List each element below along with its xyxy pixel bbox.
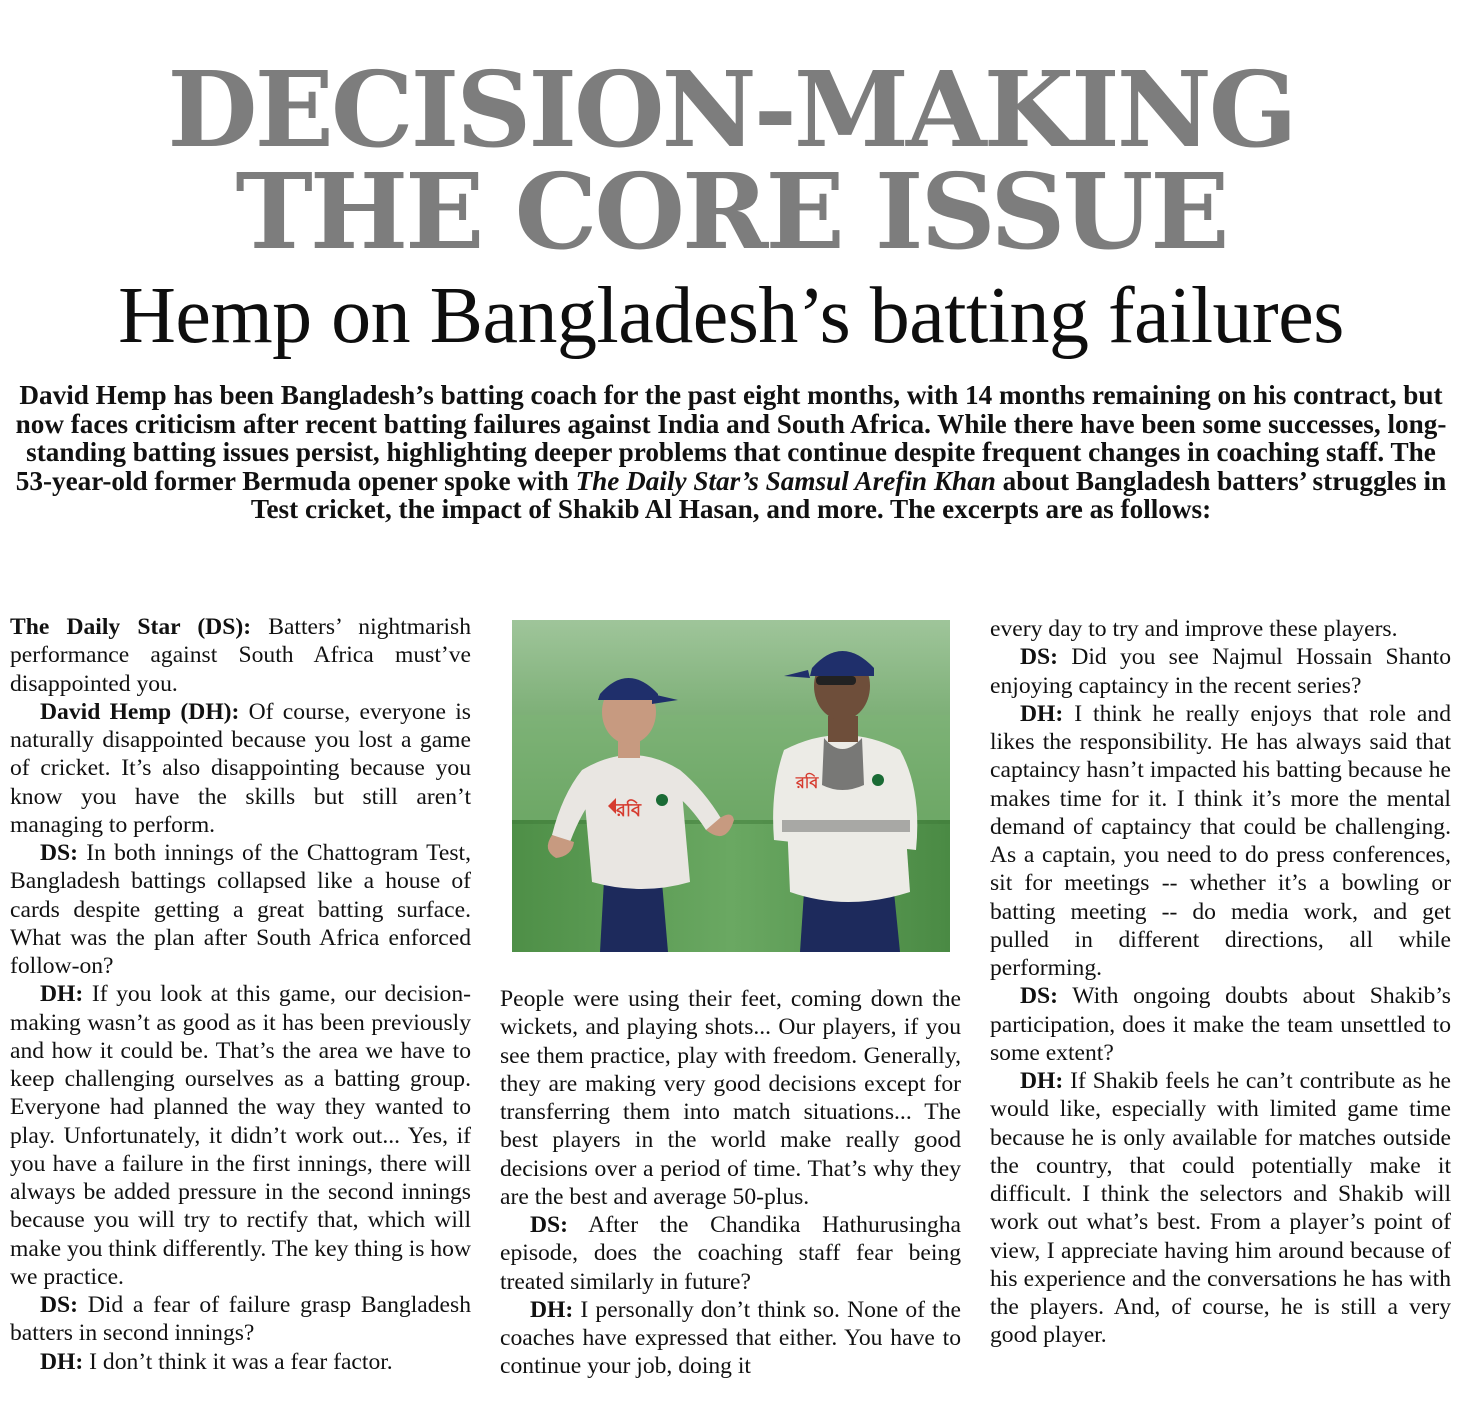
qa-paragraph [10, 698, 471, 839]
qa-paragraph [10, 980, 471, 1291]
qa-paragraph [990, 700, 1451, 983]
paragraph-text: I think he really enjoys that role and likes the responsibility. He has always said that captaincy hasn’t impacted his batting because he makes time for it. I think it’s more the mental demand of captaincy that could be challenging. As a captain, you need to do press conferences, sit for meetings -- whether it’s a bowling or batting meeting -- do media work, and get pulled in different directions, all while performing. [990, 700, 1451, 981]
qa-paragraph [990, 615, 1451, 643]
article-column-1 [10, 613, 471, 1413]
qa-paragraph [500, 1296, 961, 1381]
qa-paragraph [990, 982, 1451, 1067]
speaker-label: DH: [40, 981, 84, 1008]
intro-text-start: David Hemp has been Bangladesh’s batting coach for the past eight months, with 14 months remaining on his contract, but now faces criticism after recent batting failures against India and South Africa. While there have been some successes, long-standing batting issues persist, highlighting deeper problems that continue despite frequent changes in coaching staff. The 53-year-old former Bermuda opener spoke with [15, 380, 1447, 496]
article-photo [512, 620, 950, 952]
speaker-label: DS: [40, 1292, 79, 1318]
qa-paragraph [500, 1211, 961, 1296]
qa-paragraph [990, 1067, 1451, 1350]
svg-text:রবি: রবি [616, 800, 642, 821]
speaker-label: DH: [40, 1348, 84, 1375]
paragraph-text: After the Chandika Hathurusingha episode, does the coaching staff fear being treated similarly in future? [500, 1212, 961, 1295]
paragraph-text: I don’t think it was a fear factor. [83, 1348, 393, 1375]
article-column-2 [500, 985, 961, 1415]
paragraph-text: I personally don’t think so. None of the coaches have expressed that either. You have to continue your job, doing it [500, 1296, 961, 1380]
paragraph-text: In both innings of the Chattogram Test, Bangladesh battings collapsed like a house of cards despite getting a great batting surface. What was the plan after South Africa enforced follow-on? [10, 840, 471, 979]
speaker-label: DH: [1020, 1068, 1064, 1094]
qa-paragraph [990, 643, 1451, 700]
intro-byline: The Daily Star’s Samsul Arefin Khan [575, 465, 996, 496]
speaker-label: The Daily Star (DS): [10, 614, 252, 640]
speaker-label: DS: [40, 840, 79, 866]
paragraph-text: Of course, everyone is naturally disappointed because you lost a game of cricket. It’s also disappointing because you know you have the skills but still aren’t managing to perform. [10, 698, 471, 838]
speaker-label: DS: [530, 1212, 569, 1238]
paragraph-text: Did a fear of failure grasp Bangladesh batters in second innings? [10, 1292, 471, 1347]
speaker-label: DS: [1020, 644, 1059, 671]
paragraph-text: With ongoing doubts about Shakib’s participation, does it make the team unsettled to some extent? [990, 983, 1451, 1066]
paragraph-text: Batters’ nightmarish performance against South Africa must’ve disappointed you. [10, 614, 471, 697]
paragraph-text: Did you see Najmul Hossain Shanto enjoying captaincy in the recent series? [990, 644, 1451, 699]
intro-text-end: about Bangladesh batters’ struggles in Test cricket, the impact of Shakib Al Hasan, and more. The excerpts are as follows: [250, 465, 1447, 525]
speaker-label: David Hemp (DH): [40, 698, 240, 725]
article-column-3 [990, 615, 1451, 1415]
subheadline: Hemp on Bangladesh’s batting failures [118, 272, 1344, 360]
headline-line-2: THE CORE ISSUE [235, 150, 1227, 273]
intro-paragraph [14, 381, 1448, 524]
headline-line-1: DECISION-MAKING [167, 48, 1295, 171]
qa-paragraph [10, 839, 471, 980]
speaker-label: DH: [1020, 700, 1064, 727]
paragraph-text: People were using their feet, coming down the wickets, and playing shots... Our players, if you see them practice, play with freedom. Generally, they are making very good decisions except for transferring them into match situations... The best players in the world make really good decisions over a period of time. That’s why they are the best and average 50-plus. [500, 986, 961, 1210]
qa-paragraph [10, 1348, 471, 1376]
paragraph-text: every day to try and improve these players. [990, 616, 1398, 642]
qa-paragraph [10, 1291, 471, 1348]
paragraph-text: If Shakib feels he can’t contribute as he would like, especially with limited game time because he is only available for matches outside the country, that could potentially make it difficult. I think the selectors and Shakib will work out what’s best. From a player’s point of view, I appreciate having him around because of his experience and the conversations he has with the players. And, of course, he is still a very good player. [990, 1068, 1451, 1349]
speaker-label: DS: [1020, 983, 1059, 1010]
svg-text:রবি: রবি [796, 773, 819, 792]
paragraph-text: If you look at this game, our decision-making wasn’t as good as it has been previously and how it could be. That’s the area we have to keep challenging ourselves as a batting group. Everyone had planned the way they wanted to play. Unfortunately, it didn’t work out... Yes, if you have a failure in the first innings, there will always be added pressure in the second innings because you will try to rectify that, which will make you think differently. The key thing is how we practice. [10, 981, 471, 1290]
qa-paragraph [500, 985, 961, 1211]
speaker-label: DH: [530, 1296, 574, 1323]
qa-paragraph [10, 613, 471, 698]
